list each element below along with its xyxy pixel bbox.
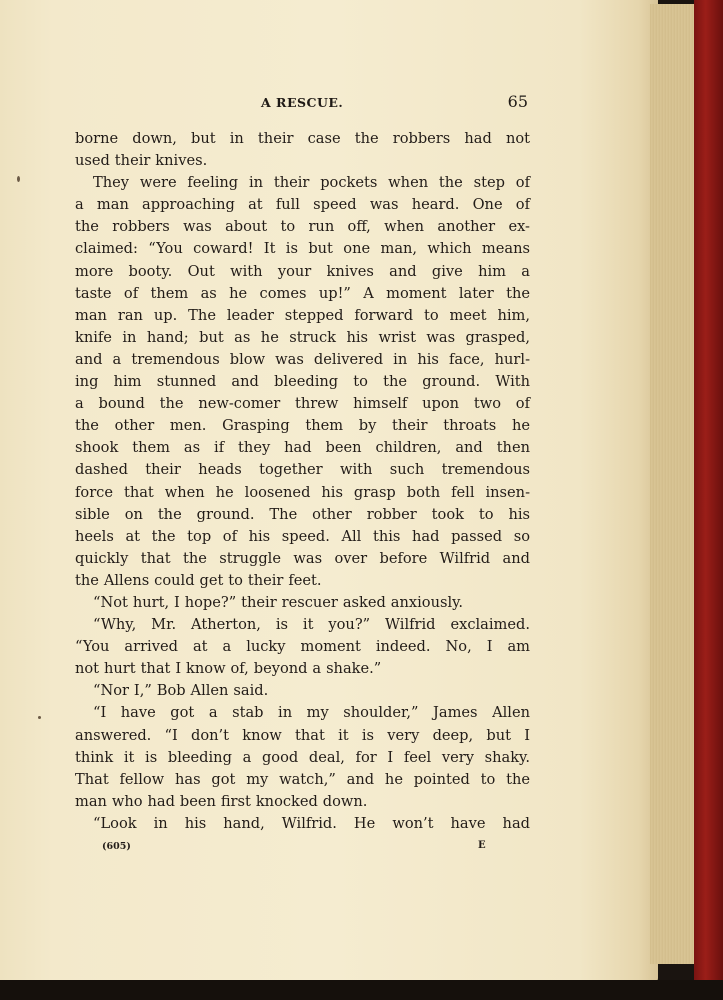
page-edges xyxy=(650,4,698,964)
text-line: the robbers was about to run off, when another ex- xyxy=(75,218,530,236)
book-cover-edge xyxy=(694,0,723,1000)
text-line: dashed their heads together with such tremendous xyxy=(75,461,530,479)
text-line: sible on the ground. The other robber took to his xyxy=(75,505,530,523)
text-line: “Why, Mr. Atherton, is it you?” Wilfrid exclaimed. xyxy=(93,616,530,634)
text-line: think it is bleeding a good deal, for I feel very shaky. xyxy=(75,748,530,766)
text-line: force that when he loosened his grasp both fell insen- xyxy=(75,483,530,501)
text-line: That fellow has got my watch,” and he pointed to the xyxy=(75,770,530,788)
text-line: “You arrived at a lucky moment indeed. No, I am xyxy=(75,638,530,656)
page-number: 65 xyxy=(507,92,528,111)
text-line: used their knives. xyxy=(75,152,208,170)
text-line: taste of them as he comes up!” A moment later the xyxy=(75,284,530,302)
text-line: answered. “I don’t know that it is very deep, but I xyxy=(75,726,530,744)
text-line: shook them as if they had been children, and then xyxy=(75,439,530,457)
text-line: a bound the new-comer threw himself upon two of xyxy=(75,395,530,413)
text-line: a man approaching at full speed was heard. One of xyxy=(75,196,530,214)
running-header xyxy=(74,92,530,116)
signature-code: (605) xyxy=(102,841,131,852)
text-line: “I have got a stab in my shoulder,” James Allen xyxy=(93,704,530,722)
text-line: “Look in his hand, Wilfrid. He won’t have had xyxy=(93,814,530,832)
text-line: borne down, but in their case the robbers had not xyxy=(75,130,530,147)
text-line: the Allens could get to their feet. xyxy=(75,571,322,589)
text-line: quickly that the struggle was over before Wilfrid and xyxy=(75,549,530,567)
bottom-shadow xyxy=(0,980,723,1000)
ink-speck xyxy=(17,176,20,182)
text-line: more booty. Out with your knives and give him a xyxy=(75,262,530,280)
running-title: A RESCUE. xyxy=(261,95,344,110)
text-line: man who had been first knocked down. xyxy=(75,792,368,810)
text-line: “Not hurt, I hope?” their rescuer asked anxiously. xyxy=(93,593,464,611)
text-line: knife in hand; but as he struck his wrist was grasped, xyxy=(75,328,530,346)
text-line: “Nor I,” Bob Allen said. xyxy=(93,682,269,700)
signature-letter: E xyxy=(478,840,486,851)
text-line: not hurt that I know of, beyond a shake.” xyxy=(75,660,382,678)
ink-speck xyxy=(38,716,41,719)
text-line: ing him stunned and bleeding to the ground. With xyxy=(75,373,530,391)
text-line: claimed: “You coward! It is but one man, which means xyxy=(75,240,530,258)
text-line: They were feeling in their pockets when the step of xyxy=(93,174,530,192)
text-line: man ran up. The leader stepped forward to meet him, xyxy=(75,306,530,324)
body-text xyxy=(75,128,530,835)
text-line: and a tremendous blow was delivered in his face, hurl- xyxy=(75,350,530,368)
text-line: heels at the top of his speed. All this had passed so xyxy=(75,527,530,545)
text-line: the other men. Grasping them by their throats he xyxy=(75,417,530,435)
